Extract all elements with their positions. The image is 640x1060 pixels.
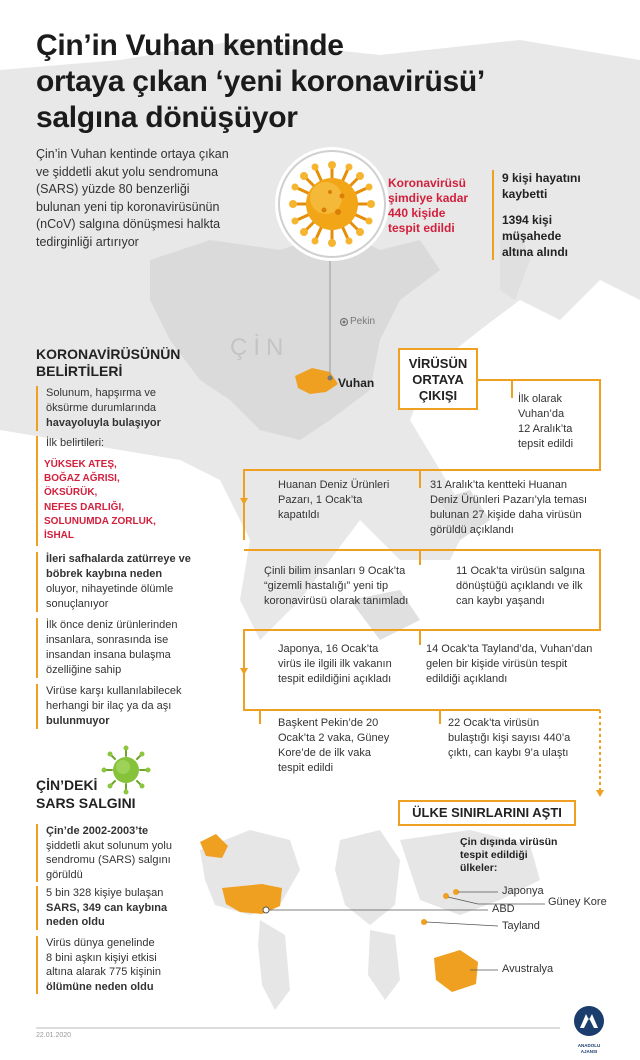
australia-shape (434, 950, 478, 992)
title-line-2: ortaya çıkan ‘yeni koronavirüsü’ (36, 65, 485, 98)
symptoms-first: İlk belirtileri: (36, 436, 226, 546)
timeline-event-9: 22 Ocak’ta virüsün bulaştığı kişi sayısı 440’a çıktı, can kaybı 9’a ulaştı (448, 717, 571, 759)
timeline-event-7: 14 Ocak’ta Tayland’da, Vuhan’dan gelen bir kişide virüsün tespit edildiği açıklandı (426, 643, 593, 685)
symptoms-treatment: Virüse karşı kullanılabilecek herhangi bir ilaç ya da aşı bulunmuyor (36, 684, 226, 729)
country-usa: ABD (492, 903, 515, 915)
timeline-event-4: Çinli bilim insanları 9 Ocak’ta “gizemli hastalığı” yeni tip koronavirüsü olarak tanımladı (264, 565, 409, 607)
symptoms-transmission: İlk önce deniz ürünlerinden insanlara, sonrasında ise insandan insana bulaşma özelliğine sahip (36, 618, 226, 678)
sars-paragraph-1: Çin’de 2002-2003’te şiddetli akut solunum yolu sendromu (SARS) salgını görüldü (36, 824, 226, 882)
country-south-korea: Güney Kore (548, 896, 607, 908)
timeline-title: VİRÜSÜN ORTAYA ÇIKIŞI (398, 348, 478, 410)
detected-cases-text: Koronavirüsü şimdiye kadar 440 kişide tespit edildi (388, 176, 469, 235)
aa-logo-icon (572, 1004, 606, 1038)
beijing-label: Pekin (350, 316, 376, 327)
casualty-stats: 9 kişi hayatını kaybetti 1394 kişi müşahede altına alındı (492, 170, 581, 260)
timeline-event-5: 11 Ocak’ta virüsün salgına dönüştüğü açıklandı ve ilk can kaybı yaşandı (456, 565, 585, 607)
timeline-event-2: Huanan Deniz Ürünleri Pazarı, 1 Ocak’ta kapatıldı (278, 479, 390, 521)
timeline-event-8: Başkent Pekin’de 20 Ocak’ta 2 vaka, Güney Kore’de de ilk vaka tespit edildi (278, 717, 390, 774)
agency-name: ANADOLU AJANSI (577, 1043, 601, 1054)
wuhan-label: Vuhan (338, 376, 375, 390)
title-line-1: Çin’in Vuhan kentinde (36, 29, 344, 62)
page-title (36, 28, 616, 136)
title-line-3: salgına dönüşüyor (36, 101, 298, 134)
coronavirus-icon (280, 152, 384, 256)
publish-date: 22.01.2020 (36, 1032, 72, 1039)
borders-title: ÜLKE SINIRLARINI AŞTI (398, 800, 576, 826)
country-japan: Japonya (502, 885, 544, 897)
anadolu-agency-logo (572, 1004, 606, 1052)
sars-title: ÇİN’DEKİ SARS SALGINI (36, 777, 136, 811)
borders-subtitle: Çin dışında virüsün tespit edildiği ülkeler: (460, 836, 558, 874)
intro-text: Çin’in Vuhan kentinde ortaya çıkan ve şiddetli akut yolu sendromuna (SARS) yüzde 80 benzerliği bulunan yeni tip koronavirüsünün (nCoV) salgına dönüşmesi halkta tedirginliği artırıyor (36, 147, 229, 249)
coronavirus-illustration (278, 150, 386, 258)
symptoms-advanced: İleri safhalarda zatürreye ve böbrek kaybına neden oluyor, nihayetinde ölümle sonuçlanıyor (36, 552, 226, 612)
timeline-event-6: Japonya, 16 Ocak’ta virüs ile ilgili ilk vakanın tespit edildiğini açıkladı (278, 643, 392, 685)
timeline-event-3: 31 Aralık’ta kentteki Huanan Deniz Ürünleri Pazarı’yla teması bulunan 27 kişide daha virüsün görüldü açıklandı (430, 479, 588, 536)
korea-marker (443, 893, 449, 899)
country-thailand: Tayland (502, 920, 540, 932)
sars-paragraph-2: 5 bin 328 kişiye bulaşan SARS, 349 can kaybına neden oldu (36, 886, 226, 930)
timeline-event-1: İlk olarak Vuhan’da 12 Aralık’ta tepsit edildi (518, 393, 574, 450)
symptoms-list: YÜKSEK ATEŞ, BOĞAZ AĞRISI, ÖKSÜRÜK, NEFES DARLIĞI, SOLUNUMDA ZORLUK, İSHAL (44, 459, 156, 542)
symptoms-spread: Solunum, hapşırma ve öksürme durumlarında havayoluyla bulaşıyor (36, 386, 226, 431)
symptoms-title: KORONAVİRÜSÜNÜN BELİRTİLERİ (36, 346, 181, 379)
country-australia: Avustralya (502, 963, 554, 975)
china-map-label: ÇİN (230, 334, 290, 361)
sars-paragraph-3: Virüs dünya genelinde 8 bini aşkın kişiyi etkisi altına alarak 775 kişinin ölümüne neden oldu (36, 936, 226, 994)
